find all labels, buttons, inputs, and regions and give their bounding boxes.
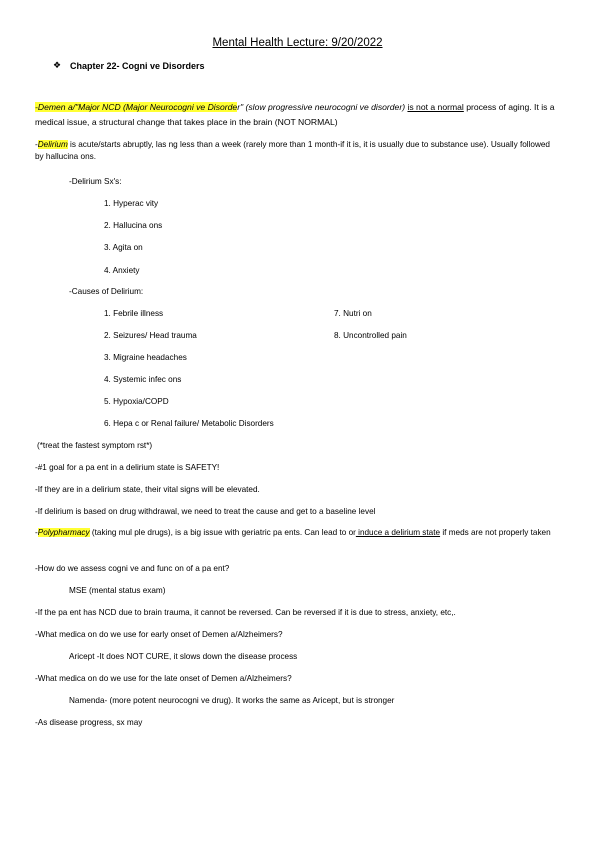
poly-term: Polypharmacy [37,528,90,537]
polypharmacy-paragraph [35,527,560,539]
chapter-heading: Chapter 22- Cogni ve Disorders [70,61,205,71]
dementia-rest: process of aging. It is a medical issue, a structural change that takes place in the brain (NOT NORMAL) [35,102,555,127]
sx-item: 1. Hyperac vity [104,199,159,208]
goal-note: -#1 goal for a pa ent in a delirium state is SAFETY! [35,463,220,472]
cause-item: 6. Hepa c or Renal failure/ Metabolic Disorders [104,419,274,428]
delirium-sx-heading: -Delirium Sx's: [69,177,122,186]
poly-text-a: (taking mul ple drugs), is a big issue with geriatric pa ents. Can lead to or [89,528,356,537]
disease-progress-note: -As disease progress, sx may [35,718,143,727]
sx-item: 3. Agita on [104,243,143,252]
delirium-rest: is acute/starts abruptly, las ng less than a week (rarely more than 1 month-if it is, it is usually due to substance use). Usually followed by hallucina ons. [35,140,550,161]
late-onset-answer: Namenda- (more potent neurocogni ve drug). It works the same as Aricept, but is stronger [69,696,395,705]
cause-item: 2. Seizures/ Head trauma [104,331,197,340]
cause-item: 1. Febrile illness [104,309,164,318]
causes-heading: -Causes of Delirium: [69,287,144,296]
early-onset-answer: Aricept -It does NOT CURE, it slows down the disease process [69,652,298,661]
poly-underlined: induce a delirium state [355,528,441,537]
late-onset-question: -What medica on do we use for the late onset of Demen a/Alzheimers? [35,674,292,683]
poly-text-b: if meds are not properly taken [440,528,551,537]
dementia-underlined: is not a normal [407,102,464,112]
withdrawal-note: -If delirium is based on drug withdrawal, we need to treat the cause and get to a baseline level [35,507,376,516]
cause-item: 4. Systemic infec ons [104,375,182,384]
diamond-bullet-icon: ❖ [53,60,62,70]
cause-item: 8. Uncontrolled pain [334,331,407,340]
cause-item: 5. Hypoxia/COPD [104,397,169,406]
sx-item: 4. Anxiety [104,266,140,275]
ncd-note: -If the pa ent has NCD due to brain trauma, it cannot be reversed. Can be reversed if it is due to stress, anxiety, etc,. [35,608,456,617]
poly-dash: - [35,528,38,537]
page-title: Mental Health Lecture: 9/20/2022 [212,37,383,49]
treat-note: (*treat the fastest symptom rst*) [37,441,153,450]
dementia-term-end: r" (slow progressive neurocogni ve disorder) [237,102,408,112]
sx-item: 2. Hallucina ons [104,221,163,230]
delirium-dash: - [35,140,38,149]
assess-answer: MSE (mental status exam) [69,586,166,595]
delirium-paragraph [35,139,560,163]
assess-question: -How do we assess cogni ve and func on of a pa ent? [35,564,230,573]
vitals-note: -If they are in a delirium state, their vital signs will be elevated. [35,485,260,494]
cause-item: 7. Nutri on [334,309,372,318]
delirium-term: Delirium [37,140,68,149]
dementia-paragraph [35,100,560,130]
cause-item: 3. Migraine headaches [104,353,187,362]
early-onset-question: -What medica on do we use for early onset of Demen a/Alzheimers? [35,630,283,639]
dementia-term: -Demen a/"Major NCD (Major Neurocogni ve Disorde [35,102,238,112]
